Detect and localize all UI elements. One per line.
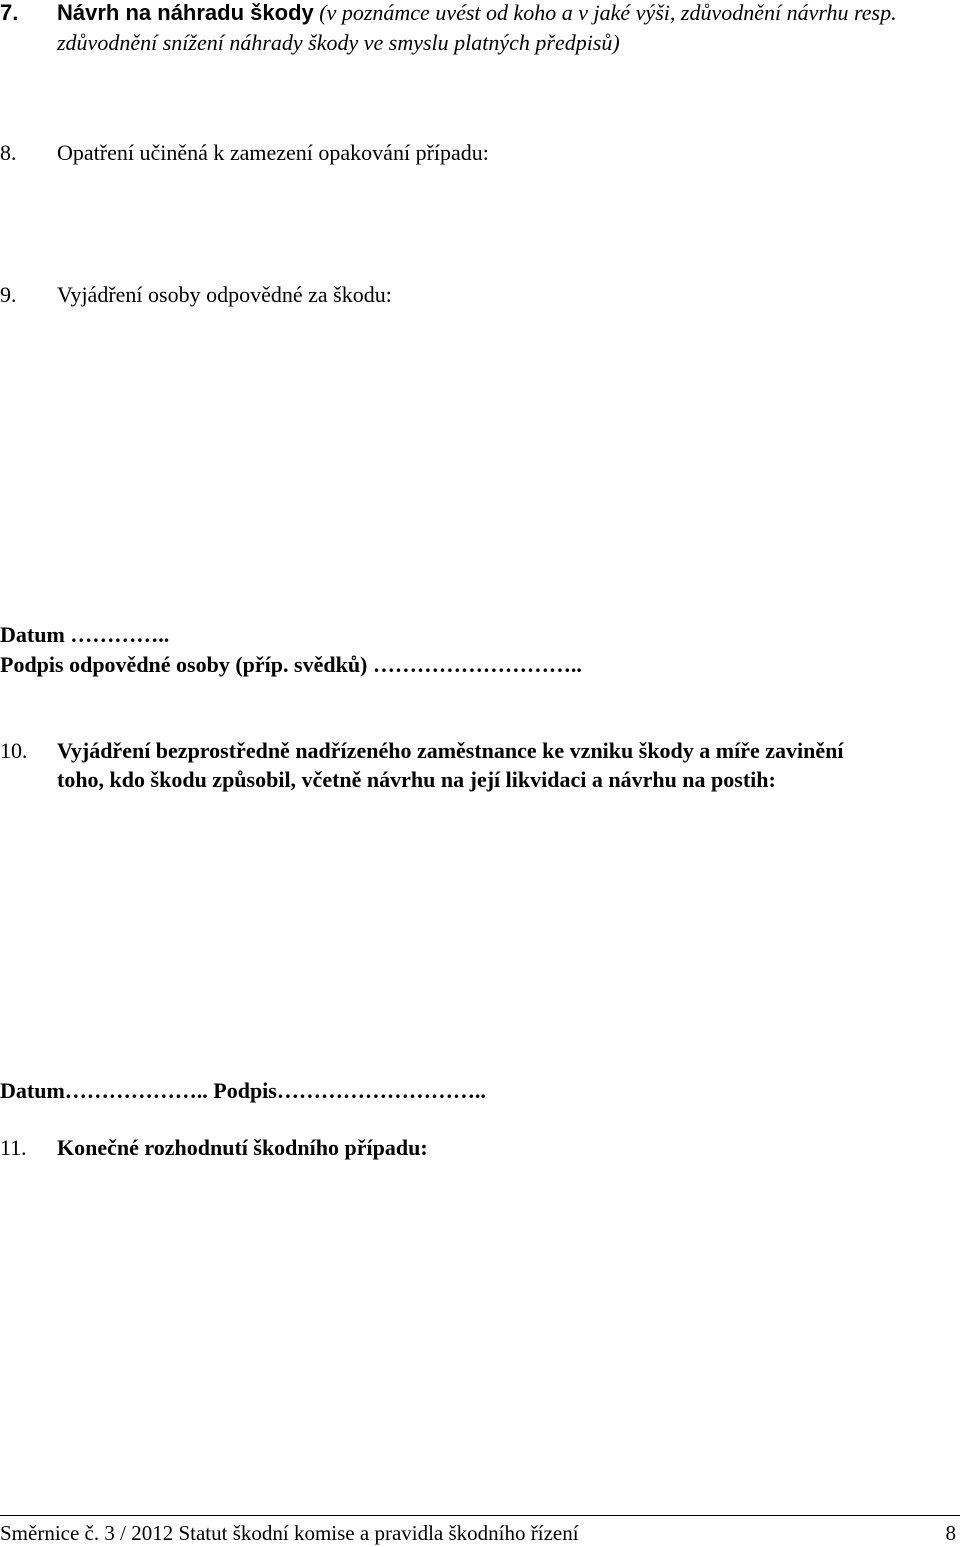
section-9-heading [0, 282, 392, 308]
section-7-note-continuation: zdůvodnění snížení náhrady škody ve smyslu platných předpisů) [57, 30, 620, 55]
footer-divider [0, 1515, 960, 1516]
section-8-number: 8. [0, 140, 17, 165]
section-10-heading [0, 738, 844, 764]
section-7-heading [0, 0, 897, 26]
section-10-title-continuation: toho, kdo škodu způsobil, včetně návrhu na její likvidaci a návrhu na postih: [57, 767, 776, 792]
section-11-heading [0, 1135, 428, 1161]
section-7-note: (v poznámce uvést od koho a v jaké výši, zdůvodnění návrhu resp. [319, 0, 897, 25]
section-11-number: 11. [0, 1135, 27, 1160]
section-7-number: 7. [0, 0, 19, 25]
section-7-title: Návrh na náhradu škody [57, 0, 314, 25]
section-9-datum-line: Datum ………….. [0, 622, 170, 647]
section-10-datum-signature-line: Datum……………….. Podpis……………………….. [0, 1078, 486, 1103]
section-9-number: 9. [0, 282, 17, 307]
footer-page-number: 8 [945, 1521, 956, 1545]
section-10-number: 10. [0, 738, 28, 763]
section-9-title: Vyjádření osoby odpovědné za škodu: [57, 282, 392, 307]
section-9-signature-line: Podpis odpovědné osoby (příp. svědků) ……………………….. [0, 652, 582, 677]
section-11-title: Konečné rozhodnutí škodního případu: [57, 1135, 428, 1160]
footer-title: Směrnice č. 3 / 2012 Statut škodní komise a pravidla škodního řízení [0, 1521, 579, 1545]
section-8-heading [0, 140, 489, 166]
section-10-title: Vyjádření bezprostředně nadřízeného zaměstnance ke vzniku škody a míře zavinění [57, 738, 844, 763]
section-8-title: Opatření učiněná k zamezení opakování případu: [57, 140, 489, 165]
